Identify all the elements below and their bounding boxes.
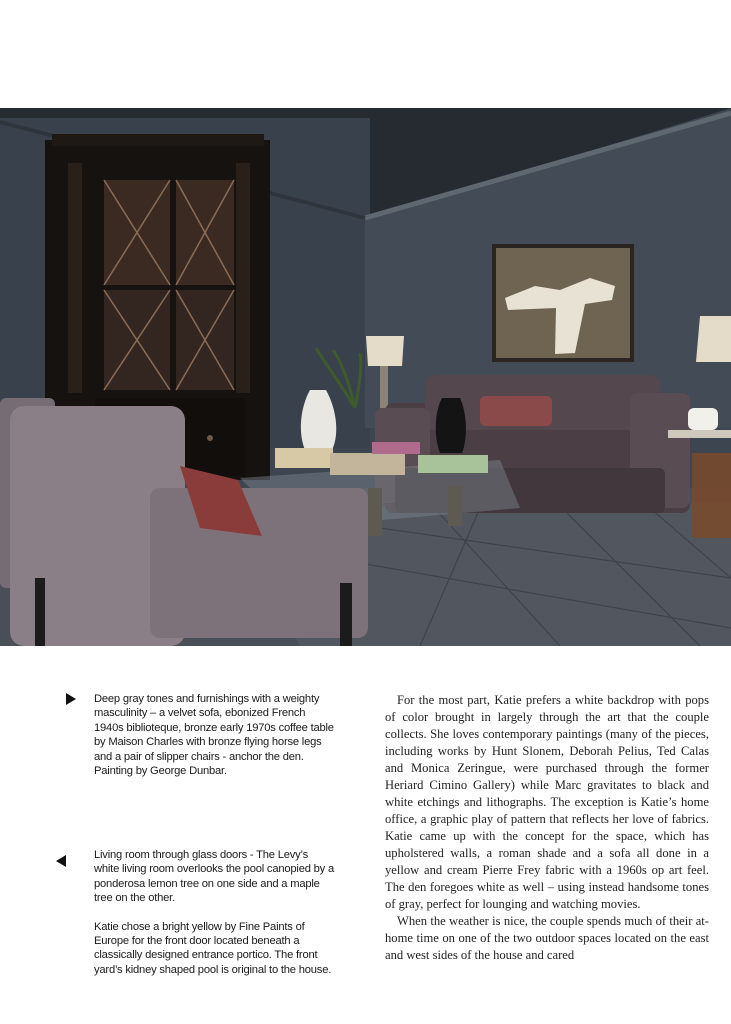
den-caption	[94, 692, 334, 792]
den-caption-text: Deep gray tones and furnishings with a weighty masculinity – a velvet sofa, ebonized French 1940s biblioteque, bronze early 1970s coffee table by Maison Charles with bronze flying horse legs and a pair of slipper chairs - anchor the den. Painting by George Dunbar.	[94, 693, 334, 778]
article-paragraph: For the most part, Katie prefers a white backdrop with pops of color brought in largely through the art that the couple collects. She loves contemporary paintings (many of the pieces, including works by Hunt Slonem, Deborah Pelius, Ted Calas and Monica Zeringue, were purchased through the former Heriard Cimino Gallery) while Marc gravitates to black and white etchings and lithographs. The exception is Katie’s home office, a graphic play of pattern that reflects her love of fabrics. Katie came up with the concept for the space, which has upholstered walls, a roman shade and a sofa all done in a yellow and cream Pierre Frey fabric with a 1960s op art feel. The den foregoes white as well – using instead handsome tones of gray, perfect for lounging and watching movies.	[385, 693, 709, 911]
living-room-caption	[94, 848, 334, 991]
caption-arrow-left-icon	[56, 855, 66, 867]
front-door-caption-text: Katie chose a bright yellow by Fine Paints of Europe for the front door located beneath a classically designed entrance portico. The front yard’s kidney shaped pool is original to the house.	[94, 920, 332, 976]
article-paragraph: When the weather is nice, the couple spends much of their at-home time on one of the two outdoor spaces located on the east and west sides of the house and cared	[385, 914, 709, 962]
article-body	[385, 692, 709, 964]
caption-arrow-right-icon	[66, 693, 76, 705]
den-photo	[0, 108, 731, 646]
den-illustration	[0, 108, 731, 646]
living-room-caption-text: Living room through glass doors - The Levy’s white living room overlooks the pool canopied by a ponderosa lemon tree on one side and a maple tree on the other.	[94, 849, 334, 905]
